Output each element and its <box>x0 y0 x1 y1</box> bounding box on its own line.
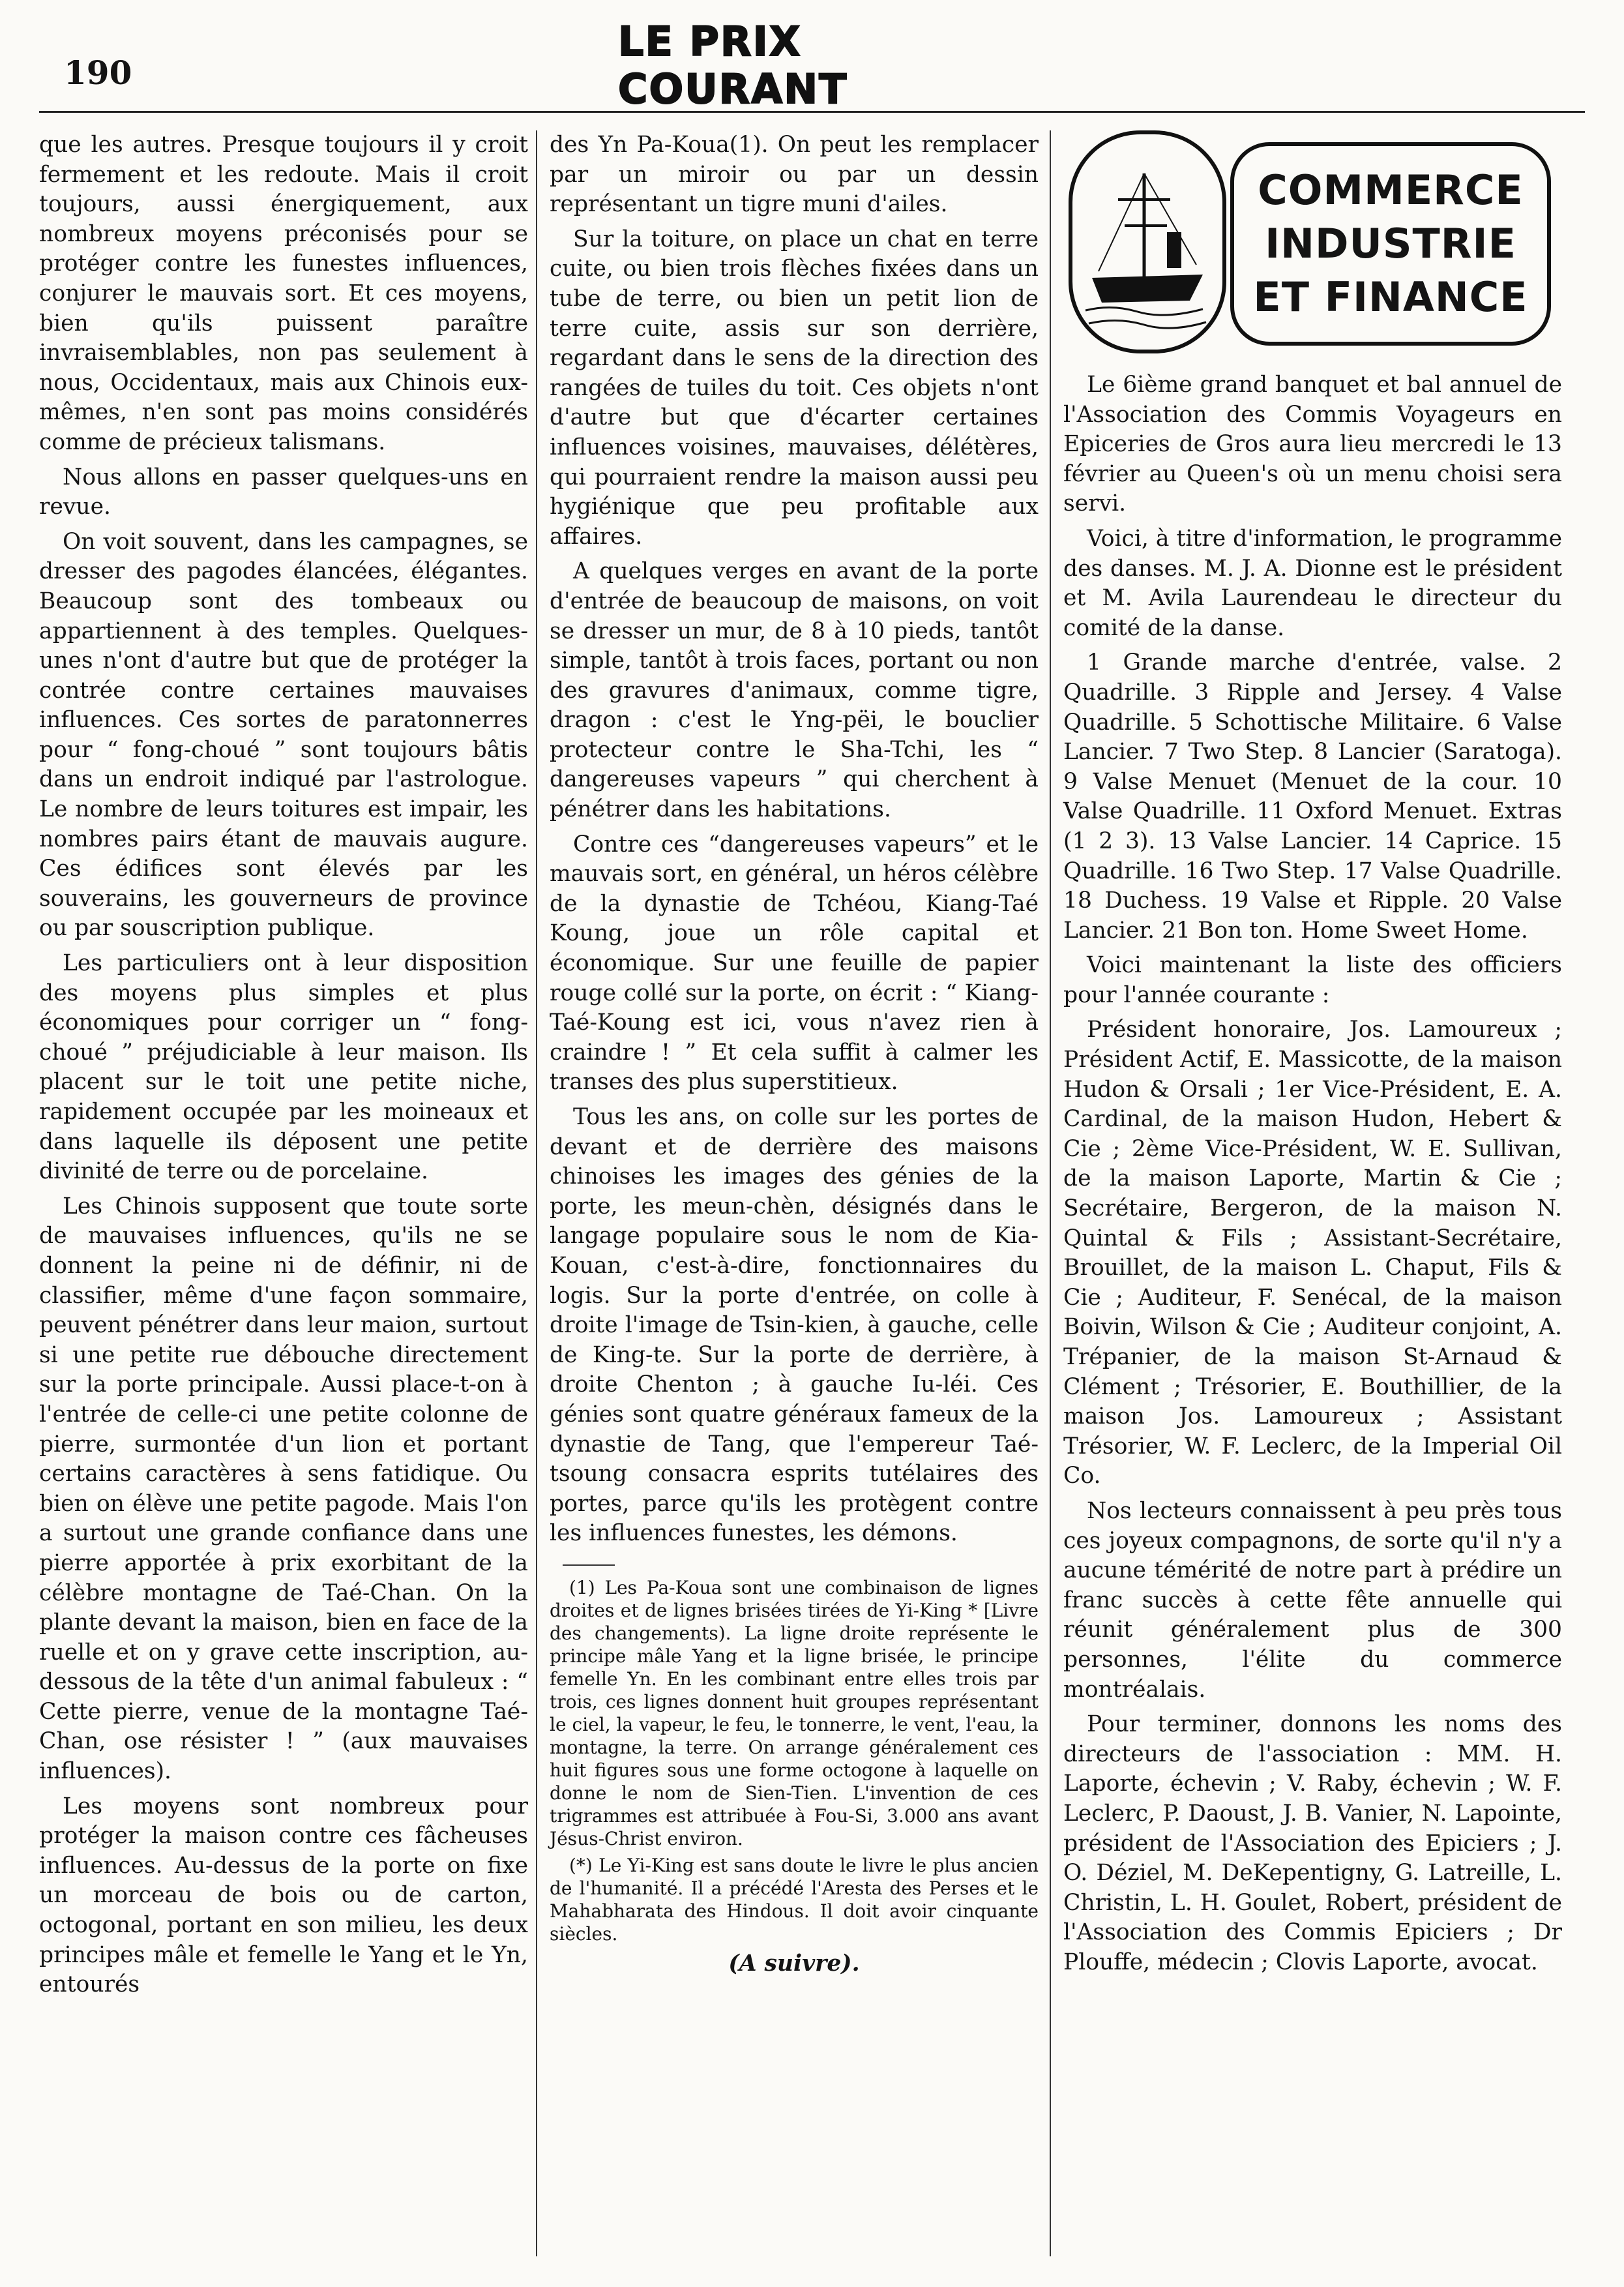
paragraph: A quelques verges en avant de la porte d'entrée de beaucoup de maisons, on voit se dresser un mur, de 8 à 10 pieds, tantôt simple, tantôt à trois faces, portant ou non des gravures d'animaux, comme tigre, dragon : c'est le Yng-pëi, le bouclier protecteur contre le Sha-Tchi, les “ dangereuses vapeurs ” qui cherchent à pénétrer dans les habitations. <box>550 558 1039 823</box>
paragraph: des Yn Pa-Koua(1). On peut les remplacer par un miroir ou par un dessin représentant un tigre muni d'ailes. <box>550 132 1039 218</box>
column-middle <box>550 130 1039 1984</box>
paragraph: Tous les ans, on colle sur les portes de devant et de derrière des maisons chinoises les images des génies de la porte, les meun-chèn, désignés dans le langage populaire sous le nom de Kia-Kouan, c'est-à-dire, fonctionnaires du logis. Sur la porte d'entrée, on colle à droite l'image de Tsin-kien, à gauche, celle de King-te. Sur la porte de derrière, à droite Chenton ; à gauche Iu-léi. Ces génies sont quatre généraux fameux de la dynastie de Tang, que l'empereur Taé-tsoung consacra esprits tutélaires des portes, parce qu'ils les protègent contre les influences funestes, les démons. <box>550 1104 1039 1547</box>
paragraph: On voit souvent, dans les campagnes, se dresser des pagodes élancées, élégantes. Beaucoup sont des tombeaux ou appartiennent à des temples. Quelques-unes n'ont d'autre but que de protéger la contrée contre certaines mauvaises influences. Ces sortes de paratonnerres pour “ fong-choué ” sont toujours bâtis dans un endroit indiqué par l'astrologue. Le nombre de leurs toitures est impair, les nombres pairs étant de mauvais augure. Ces édifices sont élevés par les souverains, les gouverneurs de province ou par souscription publique. <box>39 528 528 942</box>
paragraph: Sur la toiture, on place un chat en terre cuite, ou bien trois flèches fixées dans un tube de terre, ou bien un petit lion de terre cuite, assis sur son derrière, regardant dans le sens de la direction des rangées de tuiles du toit. Ces objets n'ont d'autre but que d'écarter certaines influences voisines, mauvaises, délétères, qui pourraient rendre la maison aussi peu hygiénique que peu profitable aux affaires. <box>550 226 1039 550</box>
banner-line: INDUSTRIE <box>1265 220 1516 267</box>
header-rule <box>39 111 1585 113</box>
footnote-rule <box>563 1564 615 1566</box>
section-banner <box>1069 130 1551 352</box>
page-number: 190 <box>64 53 132 92</box>
paragraph: Les particuliers ont à leur disposition des moyens plus simples et plus économiques pour corriger un “ fong-choué ” préjudiciable à leur maison. Ils placent sur le toit une petite niche, rapidement occupée par les moineaux et dans laquelle ils déposent une petite divinité de terre ou de porcelaine. <box>39 950 528 1185</box>
column-divider <box>1050 130 1051 2256</box>
dance-program: 1 Grande marche d'entrée, valse. 2 Quadrille. 3 Ripple and Jersey. 4 Valse Quadrille. 5 Schottische Militaire. 6 Valse Lancier. 7 Two Step. 8 Lancier (Saratoga). 9 Valse Menuet (Menuet de la cour. 10 Valse Quadrille. 11 Oxford Menuet. Extras (1 2 3). 13 Valse Lancier. 14 Caprice. 15 Quadrille. 16 Two Step. 17 Valse Quadrille. 18 Duchess. 19 Valse et Ripple. 20 Valse Lancier. 21 Bon ton. Home Sweet Home. <box>1063 650 1562 944</box>
footnote: (1) Les Pa-Koua sont une combinaison de lignes droites et de lignes brisées tirées de Yi-King * [Livre des changements). La ligne droite représente le principe mâle Yang et la ligne brisée, le principe femelle Yn. En les combinant entre elles trois par trois, ces lignes donnent huit groupes représentant le ciel, la vapeur, le feu, le tonnerre, le vent, l'eau, la montagne, la terre. On arrange généralement ces huit figures sous une forme octogone à laquelle on donne le nom de Sien-Tien. L'invention de ces trigrammes est attribuée à Fou-Si, 3.000 ans avant Jésus-Christ environ. <box>550 1576 1039 1849</box>
paragraph: Voici maintenant la liste des officiers pour l'année courante : <box>1063 952 1562 1008</box>
paragraph: Les moyens sont nombreux pour protéger la maison contre ces fâcheuses influences. Au-dessus de la porte on fixe un morceau de bois ou de carton, octogonal, portant en son milieu, les deux principes mâle et femelle le Yang et le Yn, entourés <box>39 1793 528 1998</box>
paragraph: Le 6ième grand banquet et bal annuel de l'Association des Commis Voyageurs en Epiceries de Gros aura lieu mercredi le 13 février au Queen's où un menu choisi sera servi. <box>1063 372 1562 517</box>
footnote: (*) Le Yi-King est sans doute le livre le plus ancien de l'humanité. Il a précédé l'Aresta des Perses et le Mahabharata des Hindous. Il doit avoir cinquante siècles. <box>550 1854 1039 1945</box>
column-divider <box>536 130 537 2256</box>
directors-list: Pour terminer, donnons les noms des directeurs de l'association : MM. H. Laporte, échevin ; V. Raby, échevin ; W. F. Leclerc, P. Daoust, J. B. Vanier, N. Lapointe, président de l'Association des Epiciers ; J. O. Déziel, M. DeKepentigny, G. Latreille, L. Christin, L. H. Goulet, Robert, président de l'Association des Commis Epiciers ; Dr Plouffe, médecin ; Clovis Laporte, avocat. <box>1063 1711 1562 1975</box>
paragraph: Voici, à titre d'information, le programme des danses. M. J. A. Dionne est le président et M. Avila Laurendeau le directeur du comité de la danse. <box>1063 525 1562 641</box>
banner-title-box <box>1230 142 1551 346</box>
banner-line: COMMERCE <box>1258 166 1524 214</box>
masthead-logo: LE PRIX COURANT <box>618 18 848 113</box>
officers-list: Président honoraire, Jos. Lamoureux ; Président Actif, E. Massicotte, de la maison Hudon & Orsali ; 1er Vice-Président, E. A. Cardinal, de la maison Hudon, Hebert & Cie ; 2ème Vice-Président, W. E. Sullivan, de la maison Laporte, Martin & Cie ; Secrétaire, Bergeron, de la maison N. Quintal & Fils ; Assistant-Secrétaire, Brouillet, de la maison L. Chaput, Fils & Cie ; Auditeur, F. Senécal, de la maison Boivin, Wilson & Cie ; Auditeur conjoint, A. Trépanier, de la maison St-Arnaud & Clément ; Trésorier, E. Bouthillier, de la maison Jos. Lamoureux ; Assistant Trésorier, W. F. Leclerc, de la Imperial Oil Co. <box>1063 1017 1562 1489</box>
paragraph: Les Chinois supposent que toute sorte de mauvaises influences, qu'ils ne se donnent la peine ni de définir, ni de classifier, même d'une façon sommaire, peuvent pénétrer dans leur maion, surtout si une petite rue débouche directement sur la porte principale. Aussi place-t-on à l'entrée de celle-ci une petite colonne de pierre, surmontée d'un lion et portant certains caractères à sens fatidique. Ou bien on élève une petite pagode. Mais l'on a surtout une grande confiance dans une pierre apportée à prix exorbitant de la célèbre montagne de Taé-Chan. On la plante devant la maison, bien en face de la ruelle et on y grave cette inscription, au-dessous de la tête d'un animal fabuleux : “ Cette pierre, venue de la montagne Taé-Chan, ose résister ! ” (aux mauvaises influences). <box>39 1193 528 1785</box>
column-left <box>39 130 528 2005</box>
ship-icon <box>1069 130 1226 353</box>
banner-line: ET FINANCE <box>1253 273 1528 321</box>
footnotes <box>550 1576 1039 1945</box>
paragraph: Nous allons en passer quelques-uns en revue. <box>39 464 528 520</box>
continued-label: (A suivre). <box>728 1950 860 1977</box>
paragraph: que les autres. Presque toujours il y croit fermement et les redoute. Mais il croit toujours, aussi énergiquement, aux nombreux moyens préconisés pour se protéger contre les funestes influences, conjurer le mauvais sort. Et ces moyens, bien qu'ils puissent paraître invraisemblables, non pas seulement à nous, Occidentaux, mais aux Chinois eux-mêmes, n'en sont pas moins considérés comme de précieux talismans. <box>39 132 528 455</box>
paragraph: Contre ces “dangereuses vapeurs” et le mauvais sort, en général, un héros célèbre de la dynastie de Tchéou, Kiang-Taé Koung, joue un rôle capital et économique. Sur une feuille de papier rouge collé sur la porte, on écrit : “ Kiang-Taé-Koung est ici, vous n'avez rien à craindre ! ” Et cela suffit à calmer les transes des plus superstitieux. <box>550 831 1039 1096</box>
column-right <box>1063 130 1562 1982</box>
paragraph: Nos lecteurs connaissent à peu près tous ces joyeux compagnons, de sorte qu'il n'y a aucune témérité de notre part à prédire un franc succès à cette fête annuelle qui réunit généralement plus de 300 personnes, l'élite du commerce montréalais. <box>1063 1497 1562 1703</box>
